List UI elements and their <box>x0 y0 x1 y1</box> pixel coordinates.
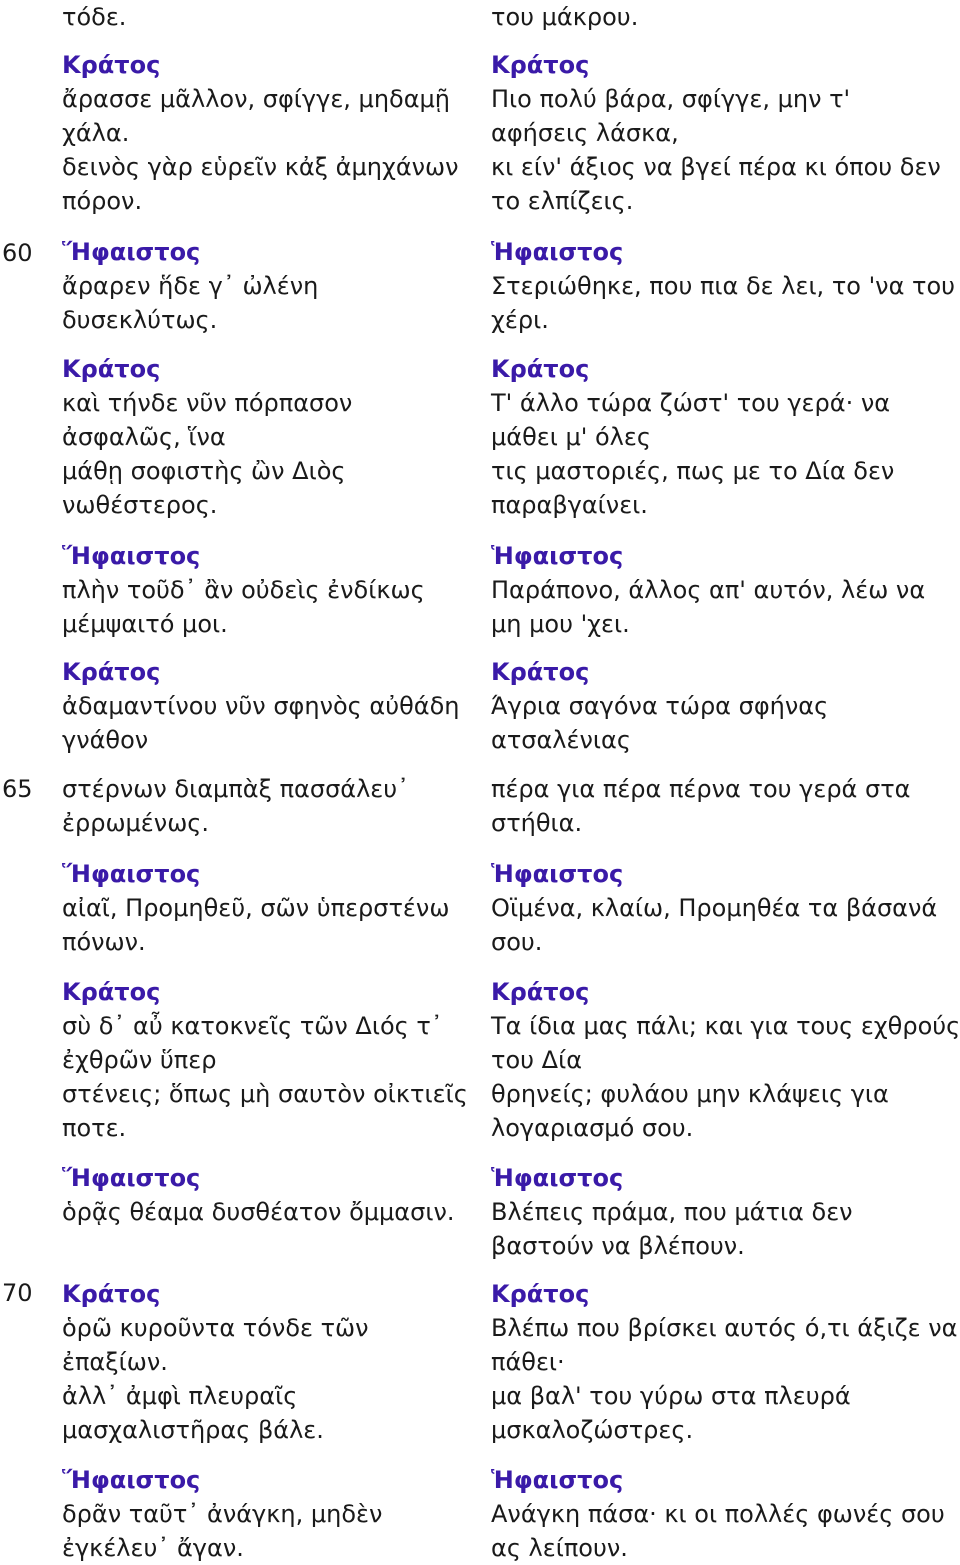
speaker-name: Κράτος <box>62 978 161 1006</box>
translation-line: το ελπίζεις. <box>491 187 634 215</box>
verse-line: ἐχθρῶν ὕπερ <box>62 1046 217 1074</box>
verse-line: πόνων. <box>62 928 146 956</box>
translation-line: τις μαστοριές, πως με το Δία δεν <box>491 457 895 485</box>
modern-block <box>491 655 960 757</box>
modern-block <box>491 857 960 959</box>
verse-line: ἐρρωμένως. <box>62 809 209 837</box>
translation-line: βαστούν να βλέπουν. <box>491 1232 745 1260</box>
greek-block <box>62 1277 474 1447</box>
translation-line: ας λείπουν. <box>491 1534 628 1562</box>
translation-line: στήθια. <box>491 809 583 837</box>
verse-line: χάλα. <box>62 119 130 147</box>
translation-line: μη μου 'χει. <box>491 610 630 638</box>
greek-block <box>62 857 474 959</box>
verse-line: μασχαλιστῆρας βάλε. <box>62 1416 324 1444</box>
translation-line: Ανάγκη πάσα· κι οι πολλές φωνές σου <box>491 1500 945 1528</box>
verse-line: στέρνων διαμπὰξ πασσάλευ᾽ <box>62 775 410 803</box>
translation-line: Παράπονο, άλλος απ' αυτόν, λέω να <box>491 576 926 604</box>
verse-line: αἰαῖ, Προμηθεῦ, σῶν ὑπερστένω <box>62 894 450 922</box>
verse-line: ὁρᾷς θέαμα δυσθέατον ὄμμασιν. <box>62 1198 455 1226</box>
speaker-name: Κράτος <box>491 1280 590 1308</box>
translation-line: λογαριασμό σου. <box>491 1114 694 1142</box>
modern-block <box>491 235 960 337</box>
speaker-name: Κράτος <box>491 978 590 1006</box>
translation-line: Βλέπω που βρίσκει αυτός ό,τι άξιζε να <box>491 1314 958 1342</box>
modern-block <box>491 1161 960 1263</box>
translation-line: Άγρια σαγόνα τώρα σφήνας <box>491 692 829 720</box>
greek-block <box>62 1463 474 1565</box>
greek-block <box>62 975 474 1145</box>
verse-line: ἀσφαλῶς, ἵνα <box>62 423 226 451</box>
speaker-name: Ἥφαιστος <box>62 1466 201 1494</box>
verse-line: δυσεκλύτως. <box>62 306 218 334</box>
modern-fragment <box>491 0 960 34</box>
translation-line: Τα ίδια μας πάλι; και για τους εχθρούς <box>491 1012 960 1040</box>
speaker-name: Ἡφαιστος <box>491 860 624 888</box>
speaker-name: Κράτος <box>62 355 161 383</box>
verse-line: ἀδαμαντίνου νῦν σφηνὸς αὐθάδη <box>62 692 460 720</box>
verse-line: μάθῃ σοφιστὴς ὢν Διὸς <box>62 457 346 485</box>
translation-line: Οϊμένα, κλαίω, Προμηθέα τα βάσανά <box>491 894 938 922</box>
translation-line: κι είν' άξιος να βγεί πέρα κι όπου δεν <box>491 153 941 181</box>
verse-line: ὁρῶ κυροῦντα τόνδε τῶν <box>62 1314 369 1342</box>
line-number-65: 65 <box>2 775 33 803</box>
verse-line: σὺ δ᾽ αὖ κατοκνεῖς τῶν Διός τ᾽ <box>62 1012 443 1040</box>
translation-line: σου. <box>491 928 543 956</box>
translation-line: του Δία <box>491 1046 583 1074</box>
speaker-name: Κράτος <box>491 355 590 383</box>
speaker-name: Κράτος <box>491 51 590 79</box>
translation-line: χέρι. <box>491 306 549 334</box>
verse-line: ἐγκέλευ᾽ ἄγαν. <box>62 1534 244 1562</box>
translation-line: πάθει· <box>491 1348 565 1376</box>
greek-block <box>62 655 474 757</box>
translation-line: μα βαλ' του γύρω στα πλευρά <box>491 1382 851 1410</box>
speaker-name: Κράτος <box>62 1280 161 1308</box>
verse-line: νωθέστερος. <box>62 491 218 519</box>
verse-line: στένεις; ὅπως μὴ σαυτὸν οἰκτιεῖς <box>62 1080 468 1108</box>
translation-line: μσκαλοζώστρες. <box>491 1416 694 1444</box>
verse-line: ποτε. <box>62 1114 127 1142</box>
greek-block <box>62 1161 474 1229</box>
speaker-name: Ἡφαιστος <box>491 542 624 570</box>
line-number-60: 60 <box>2 239 33 267</box>
verse-line: ἄραρεν ἥδε γ᾽ ὠλένη <box>62 272 319 300</box>
modern-block <box>491 48 960 218</box>
greek-block <box>62 772 474 840</box>
verse-line: δεινὸς γὰρ εὑρεῖν κἀξ ἀμηχάνων <box>62 153 459 181</box>
modern-block <box>491 1463 960 1565</box>
verse-line: ἄρασσε μᾶλλον, σφίγγε, μηδαμῇ <box>62 85 451 113</box>
speaker-name: Κράτος <box>491 658 590 686</box>
translation-line: αφήσεις λάσκα, <box>491 119 679 147</box>
speaker-name: Ἥφαιστος <box>62 238 201 266</box>
modern-block <box>491 975 960 1145</box>
translation-line: Τ' άλλο τώρα ζώστ' του γερά· να <box>491 389 891 417</box>
speaker-name: Ἥφαιστος <box>62 1164 201 1192</box>
translation-line: Πιο πολύ βάρα, σφίγγε, μην τ' <box>491 85 851 113</box>
greek-block <box>62 539 474 641</box>
speaker-name: Ἥφαιστος <box>62 542 201 570</box>
verse-line: μέμψαιτό μοι. <box>62 610 228 638</box>
modern-block <box>491 1277 960 1447</box>
translation-line: πέρα για πέρα πέρνα του γερά στα <box>491 775 911 803</box>
speaker-name: Κράτος <box>62 658 161 686</box>
speaker-name: Ἡφαιστος <box>491 238 624 266</box>
speaker-name: Ἡφαιστος <box>491 1466 624 1494</box>
translation-line: παραβγαίνει. <box>491 491 648 519</box>
translation-line: ατσαλένιας <box>491 726 631 754</box>
translation-line: του μάκρου. <box>491 3 639 31</box>
translation-line: μάθει μ' όλες <box>491 423 651 451</box>
greek-block <box>62 235 474 337</box>
speaker-name: Ἡφαιστος <box>491 1164 624 1192</box>
verse-line: ἀλλ᾽ ἀμφὶ πλευραῖς <box>62 1382 298 1410</box>
verse-line: τόδε. <box>62 3 127 31</box>
verse-line: πόρον. <box>62 187 143 215</box>
translation-line: θρηνείς; φυλάου μην κλάψεις για <box>491 1080 889 1108</box>
modern-block <box>491 352 960 522</box>
greek-block <box>62 352 474 522</box>
modern-block <box>491 539 960 641</box>
verse-line: δρᾶν ταῦτ᾽ ἀνάγκη, μηδὲν <box>62 1500 383 1528</box>
greek-fragment <box>62 0 474 34</box>
verse-line: ἐπαξίων. <box>62 1348 168 1376</box>
greek-block <box>62 48 474 218</box>
line-number-70: 70 <box>2 1279 33 1307</box>
modern-block <box>491 772 960 840</box>
translation-line: Βλέπεις πράμα, που μάτια δεν <box>491 1198 853 1226</box>
translation-line: Στεριώθηκε, που πια δε λει, το 'να του <box>491 272 956 300</box>
speaker-name: Κράτος <box>62 51 161 79</box>
speaker-name: Ἥφαιστος <box>62 860 201 888</box>
verse-line: γνάθον <box>62 726 149 754</box>
verse-line: πλὴν τοῦδ᾽ ἂν οὐδεὶς ἐνδίκως <box>62 576 425 604</box>
verse-line: καὶ τήνδε νῦν πόρπασον <box>62 389 353 417</box>
